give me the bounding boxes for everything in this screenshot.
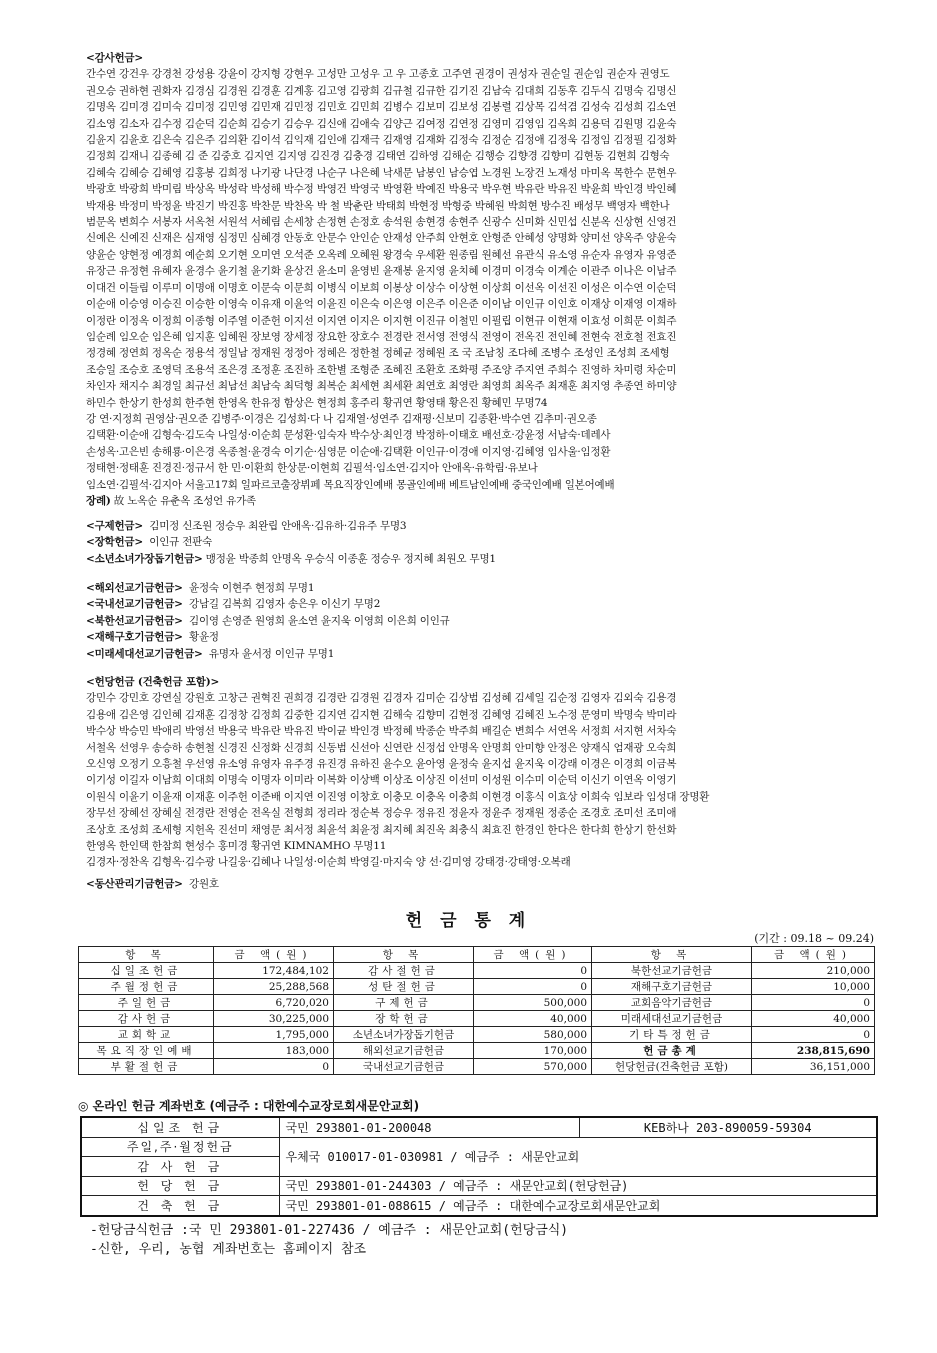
donor-line: 김용애 김은영 김인혜 김재훈 김정창 김정희 김중한 김지연 김지현 김해숙 김향미 김현정 김혜영 김혜진 노수정 문영미 박명숙 박미라 — [86, 708, 677, 721]
funeral-names: 故 노옥순 유춘옥 조성언 유가족 — [113, 494, 256, 507]
donor-line: 오신영 오정기 오흥철 우선영 유소영 유영자 유주경 유진경 유하진 윤수오 윤아영 윤정숙 윤지섭 윤지욱 이강래 이경은 이경희 이금복 — [86, 758, 677, 771]
stats-amount: 40,000 — [752, 1011, 875, 1027]
donor-line: 강민수 강민호 강연실 강원호 고창근 권혁진 권희경 김경란 김경원 김경자 김미순 김상범 김성혜 김세일 김순정 김영자 김외숙 김용경 — [86, 692, 677, 705]
donor-line: 권오승 권하현 권화자 김경심 김경원 김경훈 김계홍 김고영 김광희 김규철 김규한 김기진 김남숙 김대희 김동후 김두식 김명숙 김명신 — [86, 84, 677, 97]
section-title: <미래세대선교기금헌금> — [86, 647, 203, 660]
account-note: -신한, 우리, 농협 계좌번호는 홈페이지 참조 — [90, 1242, 367, 1257]
section-title: <감사헌금> — [86, 52, 143, 64]
donor-line: 임소연·김필석·김지아 서울고17회 일파르코출장뷔페 목요직장인예배 몽골인예배 베트남인예배 중국인예배 일본어예배 — [86, 478, 615, 491]
mission-sections — [86, 580, 886, 662]
relief-section — [86, 518, 886, 567]
account-row — [81, 1137, 877, 1157]
donor-line: 범문옥 변희수 서봉자 서옥천 서원석 서혜림 손세창 손정현 손정호 송석원 송현경 송현주 신광수 신미화 신민섭 신분옥 신상현 신영건 — [86, 216, 677, 229]
stats-item: 감사절헌금 — [334, 963, 474, 979]
stats-amount: 0 — [214, 1059, 334, 1075]
account-note: -헌당금식헌금 :국 민 293801-01-227436 / 예금주 : 새문안교회(헌당금식) — [90, 1223, 569, 1238]
stats-item: 주일헌금 — [79, 995, 214, 1011]
stats-amount: 0 — [752, 995, 875, 1011]
stats-item: 장학헌금 — [334, 1011, 474, 1027]
donor-line: 한영옥 한인택 한참희 현성수 홍미경 황귀연 KIMNAMHO 무명11 — [86, 840, 387, 853]
stats-item: 미래세대선교기금헌금 — [592, 1011, 752, 1027]
donor-line: 손성옥·고은빈 송해룡·이은경 옥종철·윤경숙 이기순·심영문 이순애·김택환 이인규·이경애 이지영·김혜영 임사울·임정환 — [86, 445, 611, 458]
donor-names: 윤정숙 이현주 현정희 무명1 — [189, 582, 315, 594]
account-row — [81, 1176, 877, 1196]
stats-amount: 210,000 — [752, 963, 875, 979]
stats-item: 십일조헌금 — [79, 963, 214, 979]
stats-row — [79, 979, 875, 995]
stats-item: 재해구호기금헌금 — [592, 979, 752, 995]
donor-line: 정경혜 정연희 정옥순 정용석 정일남 정재원 정정아 정혜은 정한철 정혜균 정혜원 조 국 조남칭 조다혜 조병수 조성인 조성희 조세형 — [86, 347, 670, 360]
stats-item: 감사헌금 — [79, 1011, 214, 1027]
stats-item: 교회음악기금헌금 — [592, 995, 752, 1011]
stats-amount: 36,151,000 — [752, 1059, 875, 1075]
donor-line: 이원식 이윤기 이윤재 이재훈 이주헌 이준배 이지연 이진영 이창호 이충모 이충옥 이충희 이현경 이홍식 이효상 이희숙 임보라 임성대 장명환 — [86, 790, 710, 803]
donor-line: 유장근 유정현 유혜자 윤경수 윤기철 윤기화 윤상건 윤소미 윤영빈 윤재봉 윤지영 윤치혜 이경미 이경숙 이계순 이관주 이나은 이남주 — [86, 265, 677, 278]
donor-line: 이기성 이길자 이남희 이대희 이명숙 이명자 이미라 이복화 이상백 이상조 이상진 이선미 이성원 이수미 이순덕 이신기 이연옥 이영기 — [86, 774, 677, 787]
stats-amount: 170,000 — [474, 1043, 592, 1059]
donor-names: 김이영 손영준 원영희 윤소연 윤지욱 이영희 이은희 이인규 — [189, 614, 450, 627]
account-label: 건 축 헌 금 — [81, 1196, 279, 1216]
donor-line: 이순애 이승영 이승진 이승한 이영숙 이유재 이윤억 이윤진 이은숙 이은영 이은주 이은준 이이남 이인규 이인호 이재상 이재영 이재하 — [86, 298, 677, 311]
stats-item: 소년소녀가장돕기헌금 — [334, 1027, 474, 1043]
stats-period: (기간 : 09.18 ~ 09.24) — [754, 932, 874, 945]
header-amount: 금 액(원) — [752, 947, 875, 963]
donor-names: 맹정윤 박종희 안명옥 우승식 이종훈 정승우 정지혜 최원오 무명1 — [205, 552, 496, 565]
youth-row — [86, 551, 886, 567]
donor-list — [86, 690, 886, 870]
offering-stats-table — [78, 946, 875, 1075]
account-number: 국민 293801-01-200048 — [279, 1117, 579, 1137]
stats-item: 교회학교 — [79, 1027, 214, 1043]
section-title: <헌당헌금 (건축헌금 포함)> — [86, 676, 220, 688]
stats-row — [79, 1043, 875, 1059]
donor-line: 이대건 이들림 이루미 이명애 이명호 이문숙 이문희 이병식 이보희 이봉상 이상수 이상현 이상희 이선옥 이선진 이성은 이수연 이순덕 — [86, 281, 677, 294]
donor-line: 신예은 신예진 신재은 심재영 심정민 심혜경 안동호 안문수 안인순 안재성 안주희 안현호 안형준 안혜성 양명화 양미선 양옥주 양윤숙 — [86, 232, 677, 245]
section-title: <국내선교기금헌금> — [86, 598, 183, 611]
stats-item: 북한선교기금헌금 — [592, 963, 752, 979]
stats-item: 성탄절헌금 — [334, 979, 474, 995]
donor-line: 임순례 임오순 임은혜 임지훈 임혜원 장보영 장세정 장요한 장호수 전경란 전서영 전영식 전영이 전옥진 전인혜 전현숙 전호철 전효진 — [86, 330, 677, 343]
stats-amount: 0 — [474, 979, 592, 995]
donor-line: 김택환·이순애 김형숙·김도숙 나일성·이순희 문성환·임숙자 박수상·최인경 박정하·이태호 배선호·강윤정 서남숙·데레사 — [86, 429, 611, 442]
donor-names: 유명자 윤서정 이인규 무명1 — [208, 647, 335, 660]
donor-names: 강남길 김복희 김영자 송은우 이신기 무명2 — [189, 598, 381, 611]
donor-names: 강원호 — [189, 878, 219, 890]
scholarship-row — [86, 534, 886, 550]
donor-line: 서철옥 선영우 송승하 송현철 신경진 신정화 신경희 신동범 신선아 신연란 신정섭 안명옥 안명희 안미향 안정은 양재식 엄재광 오숙희 — [86, 741, 677, 754]
stats-item: 목요직장인예배 — [79, 1043, 214, 1059]
overseas-row — [86, 580, 886, 596]
facility-section — [86, 876, 886, 892]
section-title: <북한선교기금헌금> — [86, 614, 183, 627]
donor-line: 양윤순 양현정 예경희 예순희 오기현 오미연 오석준 오옥례 오혜원 왕경숙 우세환 원종림 원혜선 유관식 유소영 유순자 유영자 유영준 — [86, 248, 677, 261]
section-title: <소년소녀가장돕기헌금> — [86, 552, 203, 565]
donor-line: 김소영 김소자 김수정 김순덕 김순희 김승기 김승우 김신애 김애숙 김양근 김여정 김연정 김영미 김영임 김옥희 김용덕 김원명 김윤숙 — [86, 117, 677, 130]
section-title: <해외선교기금헌금> — [86, 582, 183, 594]
header-item: 항 목 — [592, 947, 752, 963]
donor-line: 김윤지 김윤호 김은숙 김은주 김의환 김이석 김익재 김인애 김재극 김재영 김재화 김정숙 김정순 김정애 김정욱 김정임 김정필 김정화 — [86, 134, 677, 147]
stats-amount: 6,720,020 — [214, 995, 334, 1011]
stats-amount: 172,484,102 — [214, 963, 334, 979]
donor-line: 이정란 이정옥 이정희 이종형 이주열 이준헌 이지선 이지연 이지은 이지현 이진규 이철민 이필립 이현규 이현재 이효성 이희문 이희주 — [86, 314, 677, 327]
donor-line: 강 연·지정희 권영삼·권오준 김병주·이경은 김성희·다 나 김재열·성연주 김재평·신보미 김종환·박수연 김추미·권오종 — [86, 412, 597, 425]
stats-title: 헌 금 통 계 — [405, 911, 532, 931]
stats-row — [79, 963, 875, 979]
stats-amount: 25,288,568 — [214, 979, 334, 995]
donor-line: 하민수 한상기 한성희 한주현 한영옥 한유정 함상은 현정희 홍주리 황귀연 황영태 황은진 황혜민 무명74 — [86, 396, 548, 409]
stats-row — [79, 1027, 875, 1043]
account-label: 주일,주·월정헌금 — [81, 1137, 279, 1157]
account-number: 국민 293801-01-088615 / 예금주 : 대한예수교장로회새문안교회 — [279, 1196, 877, 1216]
funeral-label: 장례) — [86, 494, 111, 507]
stats-row — [79, 1059, 875, 1075]
stats-amount: 0 — [752, 1027, 875, 1043]
funeral-row — [86, 493, 886, 509]
stats-amount: 1,795,000 — [214, 1027, 334, 1043]
section-title: <동산관리기금헌금> — [86, 878, 183, 890]
donor-line: 박광호 박광희 박미림 박상옥 박성락 박성해 박수정 박영건 박영국 박영환 박예진 박용국 박우현 박유란 박유진 박윤희 박인경 박인혜 — [86, 183, 677, 196]
donor-line: 김정희 김재니 김종혜 김 준 김중호 김지연 김지영 김진경 김충경 김태연 김하영 김해순 김행승 김향경 김향미 김현동 김현희 김형숙 — [86, 150, 670, 163]
donor-line: 박수상 박승민 박애리 박영선 박용국 박유란 박유진 박이균 박인경 박정혜 박종순 박주희 배길순 변희수 서연옥 서정희 서지현 서차숙 — [86, 725, 677, 738]
donor-line: 김명옥 김미경 김미숙 김미정 김민영 김민재 김민정 김민호 김민희 김병수 김보미 김보성 김봉렬 김상목 김석겸 김성숙 김성희 김소연 — [86, 101, 677, 114]
stats-amount: 0 — [474, 963, 592, 979]
section-title: <장학헌금> — [86, 536, 143, 549]
stats-item: 부활절헌금 — [79, 1059, 214, 1075]
dedication-section — [86, 674, 886, 871]
account-title: ◎ 온라인 헌금 계좌번호 (예금주 : 대한예수교장로회새문안교회) — [78, 1099, 420, 1113]
stats-amount: 570,000 — [474, 1059, 592, 1075]
donor-line: 박재용 박정미 박정윤 박진기 박진홍 박찬문 박찬옥 박 철 박춘란 박태희 박현정 박형중 박혜원 박희현 방수진 배성무 백영자 백한나 — [86, 199, 670, 212]
header-amount: 금 액(원) — [214, 947, 334, 963]
donor-line: 차인자 채지수 최경일 최규선 최남선 최남숙 최덕형 최복순 최세현 최세환 최연호 최영란 최영희 최옥주 최재훈 최지영 추종연 하미양 — [86, 380, 677, 393]
northkorea-row — [86, 613, 886, 629]
stats-item: 해외선교기금헌금 — [334, 1043, 474, 1059]
donor-line: 김경자·정찬옥 김형옥·김수광 나길웅·김혜나 나일성·이순희 박영길·마지숙 양 선·김미영 강태경·강태영·오복래 — [86, 856, 571, 869]
donor-names: 이인규 전판숙 — [149, 536, 213, 549]
section-title: <재해구호기금헌금> — [86, 631, 183, 644]
account-number: 국민 293801-01-244303 / 예금주 : 새문안교회(헌당헌금) — [279, 1176, 877, 1196]
stats-item: 헌당헌금(건축헌금 포함) — [592, 1059, 752, 1075]
donor-line: 조상호 조성희 조세형 지헌옥 진선미 채영문 최서정 최윤석 최윤정 최지혜 최진옥 최충식 최효진 한경인 한다은 한다희 한상기 한선화 — [86, 823, 677, 836]
stats-item: 국내선교기금헌금 — [334, 1059, 474, 1075]
stats-amount: 500,000 — [474, 995, 592, 1011]
donor-names: 김미정 신조원 정승우 최완립 안애옥·김유하·김유주 무명3 — [149, 520, 407, 532]
stats-item: 헌금총계 — [592, 1043, 752, 1059]
account-label: 십일조 헌금 — [81, 1117, 279, 1137]
header-item: 항 목 — [334, 947, 474, 963]
donor-names: 황윤정 — [189, 631, 219, 644]
stats-amount: 580,000 — [474, 1027, 592, 1043]
donor-list — [86, 66, 886, 493]
stats-row — [79, 995, 875, 1011]
donor-line: 김혜숙 김혜승 김혜영 김홍봉 김희정 나기광 나단경 나순구 나은혜 낙새문 남봉인 남승엽 노경원 노장건 노재성 마미옥 목한수 문현우 — [86, 166, 677, 179]
stats-row — [79, 1011, 875, 1027]
section-title: <구제헌금> — [86, 520, 143, 532]
donor-line: 장무선 장혜선 장혜실 전경란 전영순 전옥실 전형희 정리라 정순복 정승우 정유진 정윤자 정윤주 정재원 정종순 조경호 조미선 조미애 — [86, 807, 677, 820]
account-row — [81, 1196, 877, 1216]
account-number: KEB하나 203-890059-59304 — [579, 1117, 877, 1137]
stats-amount: 238,815,690 — [752, 1043, 875, 1059]
stats-amount: 183,000 — [214, 1043, 334, 1059]
stats-item: 기타특정헌금 — [592, 1027, 752, 1043]
stats-amount: 10,000 — [752, 979, 875, 995]
account-number: 우체국 010017-01-030981 / 예금주 : 새문안교회 — [279, 1137, 877, 1176]
stats-amount: 40,000 — [474, 1011, 592, 1027]
donor-line: 정태현·정태훈 진경진·정규서 한 민·이환희 한상문·이현희 김필석·임소연·김지아 안애옥·유학림·유보나 — [86, 462, 538, 475]
future-row — [86, 646, 886, 662]
domestic-row — [86, 596, 886, 612]
account-label: 감 사 헌 금 — [81, 1157, 279, 1177]
donor-line: 조승일 조승호 조영덕 조용석 조은경 조정훈 조진하 조한별 조형준 조혜진 조환호 조화평 주조양 주지연 주희수 진영하 차미령 차순미 — [86, 363, 677, 376]
stats-amount: 30,225,000 — [214, 1011, 334, 1027]
donor-line: 간수연 강건우 강경천 강성용 강윤이 강지형 강현우 고성만 고성우 고 우 고종호 고주연 권경이 권성자 권순일 권순임 권순자 권영도 — [86, 68, 670, 81]
header-item: 항 목 — [79, 947, 214, 963]
account-label: 헌 당 헌 금 — [81, 1176, 279, 1196]
header-amount: 금 액(원) — [474, 947, 592, 963]
stats-item: 구제헌금 — [334, 995, 474, 1011]
disaster-row — [86, 629, 886, 645]
account-table — [80, 1116, 878, 1217]
stats-header-row — [79, 947, 875, 963]
thanksgiving-section — [86, 50, 886, 509]
account-row — [81, 1117, 877, 1137]
stats-item: 주월정헌금 — [79, 979, 214, 995]
